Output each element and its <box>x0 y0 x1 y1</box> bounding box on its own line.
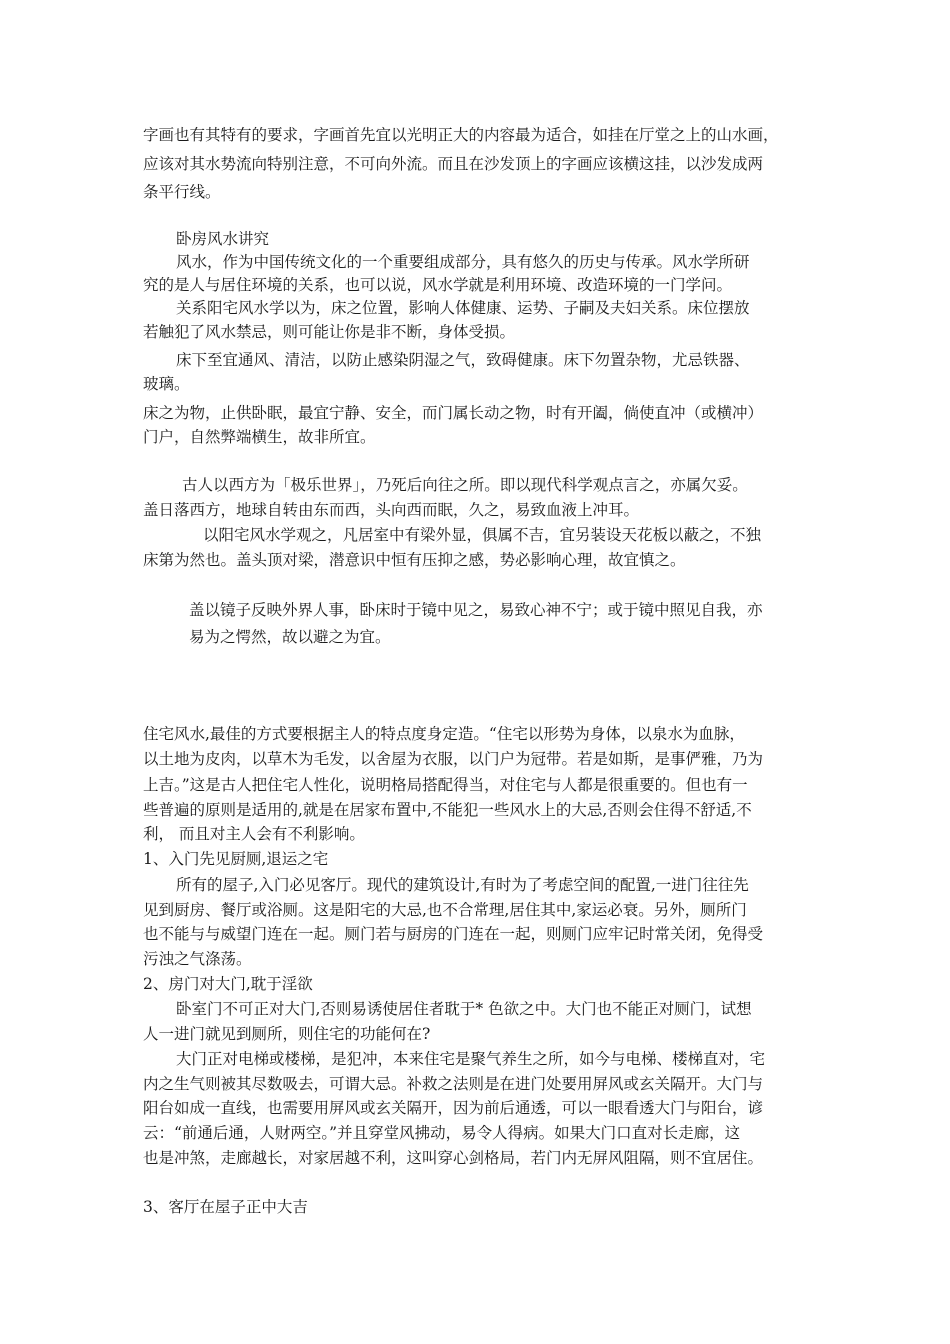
text-line: 阳台如成一直线，也需要用屏风或玄关隔开，因为前后通透，可以一眼看透大门与阳台，谚 <box>143 1099 764 1117</box>
text-line: 大门正对电梯或楼梯，是犯冲，本来住宅是聚气养生之所，如今与电梯、楼梯直对，宅 <box>176 1050 766 1068</box>
text-line: 所有的屋子,入门必见客厅。现代的建筑设计,有时为了考虑空间的配置,一进门往往先 <box>176 876 749 894</box>
text-line: 究的是人与居住环境的关系，也可以说，风水学就是利用环境、改造环境的一门学问。 <box>143 276 733 294</box>
section-heading-bedroom: 卧房风水讲究 <box>176 230 270 248</box>
text-line: 易为之愕然，故以避之为宜。 <box>189 628 391 646</box>
text-line: 污浊之气涤荡。 <box>143 950 252 968</box>
text-line: 床第为然也。盖头顶对梁，潜意识中恒有压抑之感，势必影响心理，故宜慎之。 <box>143 551 686 569</box>
text-line: 以土地为皮肉，以草木为毛发，以舍屋为衣服，以门户为冠带。若是如斯，是事俨雅，乃为 <box>143 750 764 768</box>
text-line: 关系阳宅风水学以为，床之位置，影响人体健康、运势、子嗣及夫妇关系。床位摆放 <box>176 299 750 317</box>
text-line: 以阳宅风水学观之，凡居室中有梁外显，俱属不吉，宜另装设天花板以蔽之，不独 <box>203 526 762 544</box>
text-line: 门户，自然弊端横生，故非所宜。 <box>143 428 376 446</box>
text-line: 风水，作为中国传统文化的一个重要组成部分，具有悠久的历史与传承。风水学所研 <box>176 253 750 271</box>
text-line: 若触犯了风水禁忌，则可能让你是非不断，身体受损。 <box>143 323 516 341</box>
text-line: 玻璃。 <box>143 375 190 393</box>
text-line: 住宅风水,最佳的方式要根据主人的特点度身定造。“住宅以形势为身体，以泉水为血脉， <box>143 725 745 743</box>
section-heading-1: 1、入门先见厨厕,退运之宅 <box>143 850 329 868</box>
section-heading-2: 2、房门对大门,耽于淫欲 <box>143 975 313 993</box>
text-line: 古人以西方为「极乐世界」，乃死后向往之所。即以现代科学观点言之，亦属欠妥。 <box>182 476 748 494</box>
text-line: 也不能与与威望门连在一起。厕门若与厨房的门连在一起，则厕门应牢记时常关闭，免得受 <box>143 925 764 943</box>
text-line: 床下至宜通风、清洁，以防止感染阴湿之气，致碍健康。床下勿置杂物，尤忌铁器、 <box>176 351 750 369</box>
text-line: 盖日落西方，地球自转由东而西，头向西而眠，久之，易致血液上冲耳。 <box>143 501 640 519</box>
text-line: 床之为物，止供卧眠，最宜宁静、安全，而门属长动之物，时有开阖，倘使直冲（或横冲） <box>143 404 764 422</box>
text-line: 应该对其水势流向特别注意，不可向外流。而且在沙发顶上的字画应该横这挂，以沙发成两 <box>143 155 764 173</box>
text-line: 字画也有其特有的要求，字画首先宜以光明正大的内容最为适合，如挂在厅堂之上的山水画， <box>143 126 779 144</box>
text-line: 云：“前通后通，人财两空。”并且穿堂风拂动，易令人得病。如果大门口直对长走廊，这 <box>143 1124 741 1142</box>
text-line: 上吉。”这是古人把住宅人性化，说明格局搭配得当，对住宅与人都是很重要的。但也有一 <box>143 776 748 794</box>
text-line: 条平行线。 <box>143 183 221 201</box>
text-line: 盖以镜子反映外界人事，卧床时于镜中见之，易致心神不宁；或于镜中照见自我，亦 <box>189 601 763 619</box>
text-line: 卧室门不可正对大门,否则易诱使居住者耽于* 色欲之中。大门也不能正对厕门，试想 <box>176 1000 752 1018</box>
text-line: 内之生气则被其尽数吸去，可谓大忌。补救之法则是在进门处要用屏风或玄关隔开。大门与 <box>143 1075 764 1093</box>
section-heading-3: 3、客厅在屋子正中大吉 <box>143 1198 308 1216</box>
text-line: 人一进门就见到厕所，则住宅的功能何在? <box>143 1025 431 1043</box>
text-line: 些普遍的原则是适用的,就是在居家布置中,不能犯一些风水上的大忌,否则会住得不舒适,不 <box>143 801 752 819</box>
text-line: 利， 而且对主人会有不利影响。 <box>143 825 365 843</box>
text-line: 也是冲煞，走廊越长，对家居越不利，这叫穿心剑格局，若门内无屏风阻隔，则不宜居住。 <box>143 1149 764 1167</box>
text-line: 见到厨房、餐厅或浴厕。这是阳宅的大忌,也不合常理,居住其中,家运必衰。另外，厕所门 <box>143 901 747 919</box>
